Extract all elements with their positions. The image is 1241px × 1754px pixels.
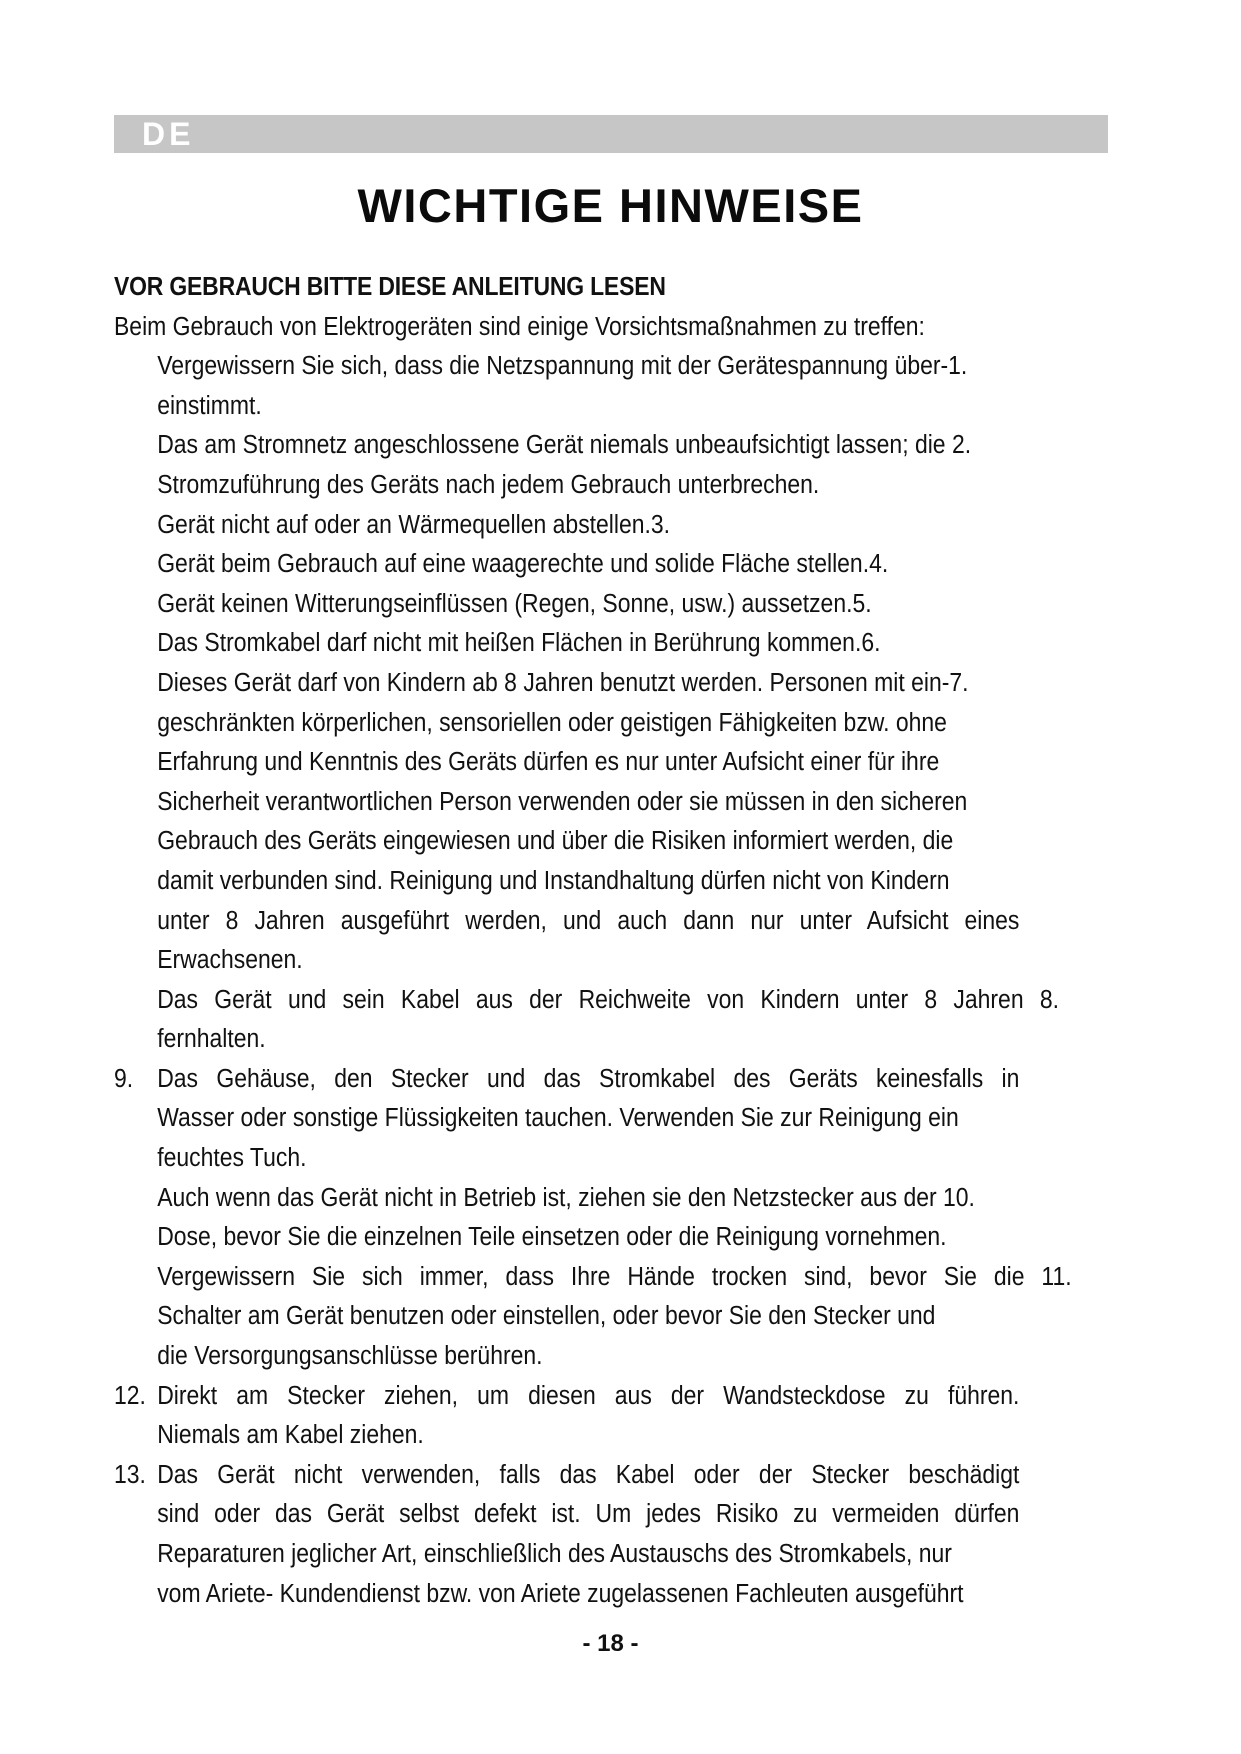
instructions-body	[114, 268, 1072, 1614]
item-number: 12.	[114, 1381, 146, 1410]
instruction-line: Niemals am Kabel ziehen.	[157, 1421, 424, 1450]
instruction-line: Das am Stromnetz angeschlossene Gerät niemals unbeaufsichtigt lassen; die 2.	[157, 431, 972, 460]
numbered-item-12	[114, 1377, 1019, 1417]
language-code: DE	[142, 116, 195, 152]
instruction-line: Gerät nicht auf oder an Wärmequellen abstellen.3.	[157, 510, 671, 539]
instruction-line: sind oder das Gerät selbst defekt ist. Um jedes Risiko zu vermeiden dürfen	[157, 1500, 1020, 1529]
instruction-line: unter 8 Jahren ausgeführt werden, und auch dann nur unter Aufsicht eines	[157, 906, 1020, 935]
instruction-line: Dieses Gerät darf von Kindern ab 8 Jahren benutzt werden. Personen mit ein-7.	[157, 668, 969, 697]
instruction-line: einstimmt.	[157, 391, 262, 420]
language-bar	[114, 115, 1108, 153]
instruction-line: Auch wenn das Gerät nicht in Betrieb ist, ziehen sie den Netzstecker aus der 10.	[157, 1183, 975, 1212]
instruction-line: fernhalten.	[157, 1025, 266, 1054]
instruction-line: feuchtes Tuch.	[157, 1144, 307, 1173]
instruction-line: Das Gehäuse, den Stecker und das Stromkabel des Geräts keinesfalls in	[157, 1064, 1020, 1093]
instruction-line: Erwachsenen.	[157, 946, 303, 975]
item-number: 13.	[114, 1460, 146, 1489]
instruction-line: Stromzuführung des Geräts nach jedem Gebrauch unterbrechen.	[157, 470, 820, 499]
instruction-line: Vergewissern Sie sich immer, dass Ihre Hände trocken sind, bevor Sie die 11.	[157, 1262, 1072, 1291]
instruction-line: Das Stromkabel darf nicht mit heißen Flächen in Berührung kommen.6.	[157, 629, 881, 658]
instruction-line: Schalter am Gerät benutzen oder einstellen, oder bevor Sie den Stecker und	[157, 1302, 936, 1331]
page-title: WICHTIGE HINWEISE	[357, 179, 864, 232]
instruction-line: geschränkten körperlichen, sensoriellen oder geistigen Fähigkeiten bzw. ohne	[157, 708, 947, 737]
numbered-item-9	[114, 1060, 1019, 1100]
instruction-line: die Versorgungsanschlüsse berühren.	[157, 1342, 543, 1371]
intro-text: Beim Gebrauch von Elektrogeräten sind einige Vorsichtsmaßnahmen zu treffen:	[114, 312, 925, 341]
item-number: 9.	[114, 1064, 134, 1093]
instruction-line: Reparaturen jeglicher Art, einschließlich des Austauschs des Stromkabels, nur	[157, 1540, 952, 1568]
instruction-line: Das Gerät nicht verwenden, falls das Kabel oder der Stecker beschädigt	[157, 1460, 1020, 1489]
instruction-line: Sicherheit verantwortlichen Person verwenden oder sie müssen in den sicheren	[157, 787, 968, 816]
instruction-line: vom Ariete- Kundendienst bzw. von Ariete zugelassenen Fachleuten ausgeführt	[157, 1579, 964, 1608]
instruction-line: Das Gerät und sein Kabel aus der Reichweite von Kindern unter 8 Jahren 8.	[157, 985, 1059, 1014]
instruction-line: damit verbunden sind. Reinigung und Instandhaltung dürfen nicht von Kindern	[157, 866, 950, 895]
instruction-line: Direkt am Stecker ziehen, um diesen aus der Wandsteckdose zu führen.	[157, 1381, 1020, 1410]
instruction-line: Erfahrung und Kenntnis des Geräts dürfen es nur unter Aufsicht einer für ihre	[157, 748, 940, 777]
instruction-line: Dose, bevor Sie die einzelnen Teile einsetzen oder die Reinigung vornehmen.	[157, 1223, 947, 1252]
instruction-line: Gerät beim Gebrauch auf eine waagerechte und solide Fläche stellen.4.	[157, 550, 889, 579]
instruction-line: Wasser oder sonstige Flüssigkeiten tauchen. Verwenden Sie zur Reinigung ein	[157, 1104, 959, 1133]
instruction-line: Gerät keinen Witterungseinflüssen (Regen, Sonne, usw.) aussetzen.5.	[157, 589, 872, 618]
section-heading: VOR GEBRAUCH BITTE DIESE ANLEITUNG LESEN	[114, 273, 666, 301]
page-number: - 18 -	[582, 1630, 639, 1657]
numbered-item-13	[114, 1456, 1019, 1496]
instruction-line: Vergewissern Sie sich, dass die Netzspannung mit der Gerätespannung über-1.	[157, 352, 968, 381]
instruction-line: Gebrauch des Geräts eingewiesen und über die Risiken informiert werden, die	[157, 827, 954, 856]
